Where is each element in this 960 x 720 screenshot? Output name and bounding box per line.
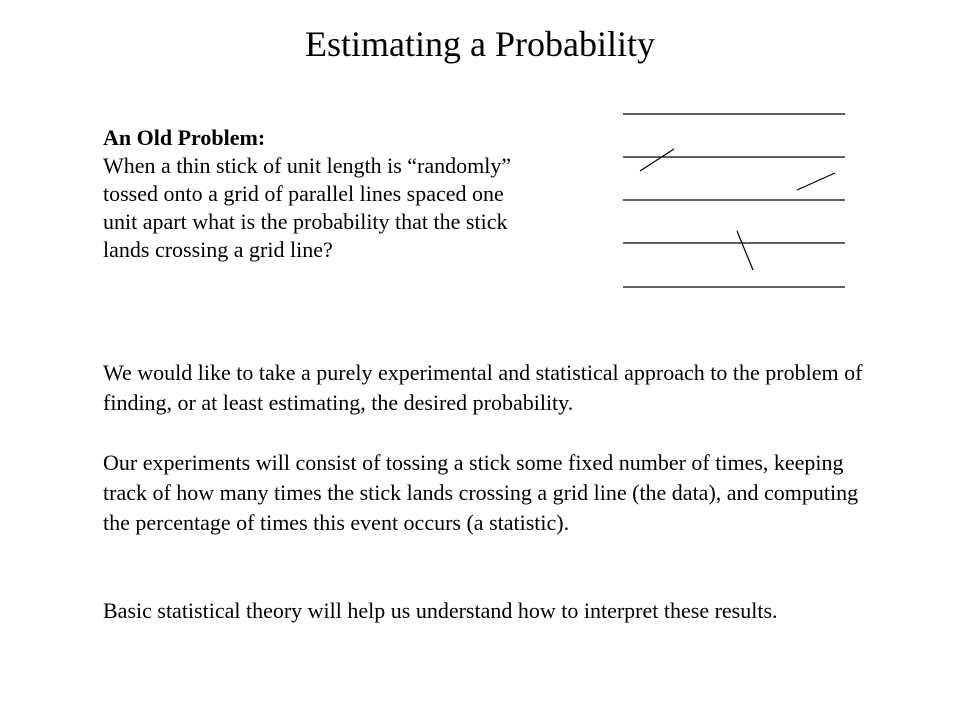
problem-statement	[103, 124, 523, 264]
problem-heading: An Old Problem:	[103, 125, 266, 150]
stick	[640, 149, 674, 171]
problem-text: When a thin stick of unit length is “randomly” tossed onto a grid of parallel lines spaced one unit apart what is the probability that the stick lands crossing a grid line?	[103, 153, 512, 262]
stick-grid-illustration	[600, 100, 860, 300]
stick	[797, 173, 835, 190]
slide-title: Estimating a Probability	[305, 24, 655, 64]
approach-paragraph: We would like to take a purely experimental and statistical approach to the problem of finding, or at least estimating, the desired probability.	[103, 360, 863, 415]
experiments-paragraph: Our experiments will consist of tossing a stick some fixed number of times, keeping track of how many times the stick lands crossing a grid line (the data), and computing the percentage of times this event occurs (a statistic).	[103, 450, 859, 535]
stick	[737, 231, 753, 270]
theory-paragraph: Basic statistical theory will help us understand how to interpret these results.	[103, 598, 778, 623]
